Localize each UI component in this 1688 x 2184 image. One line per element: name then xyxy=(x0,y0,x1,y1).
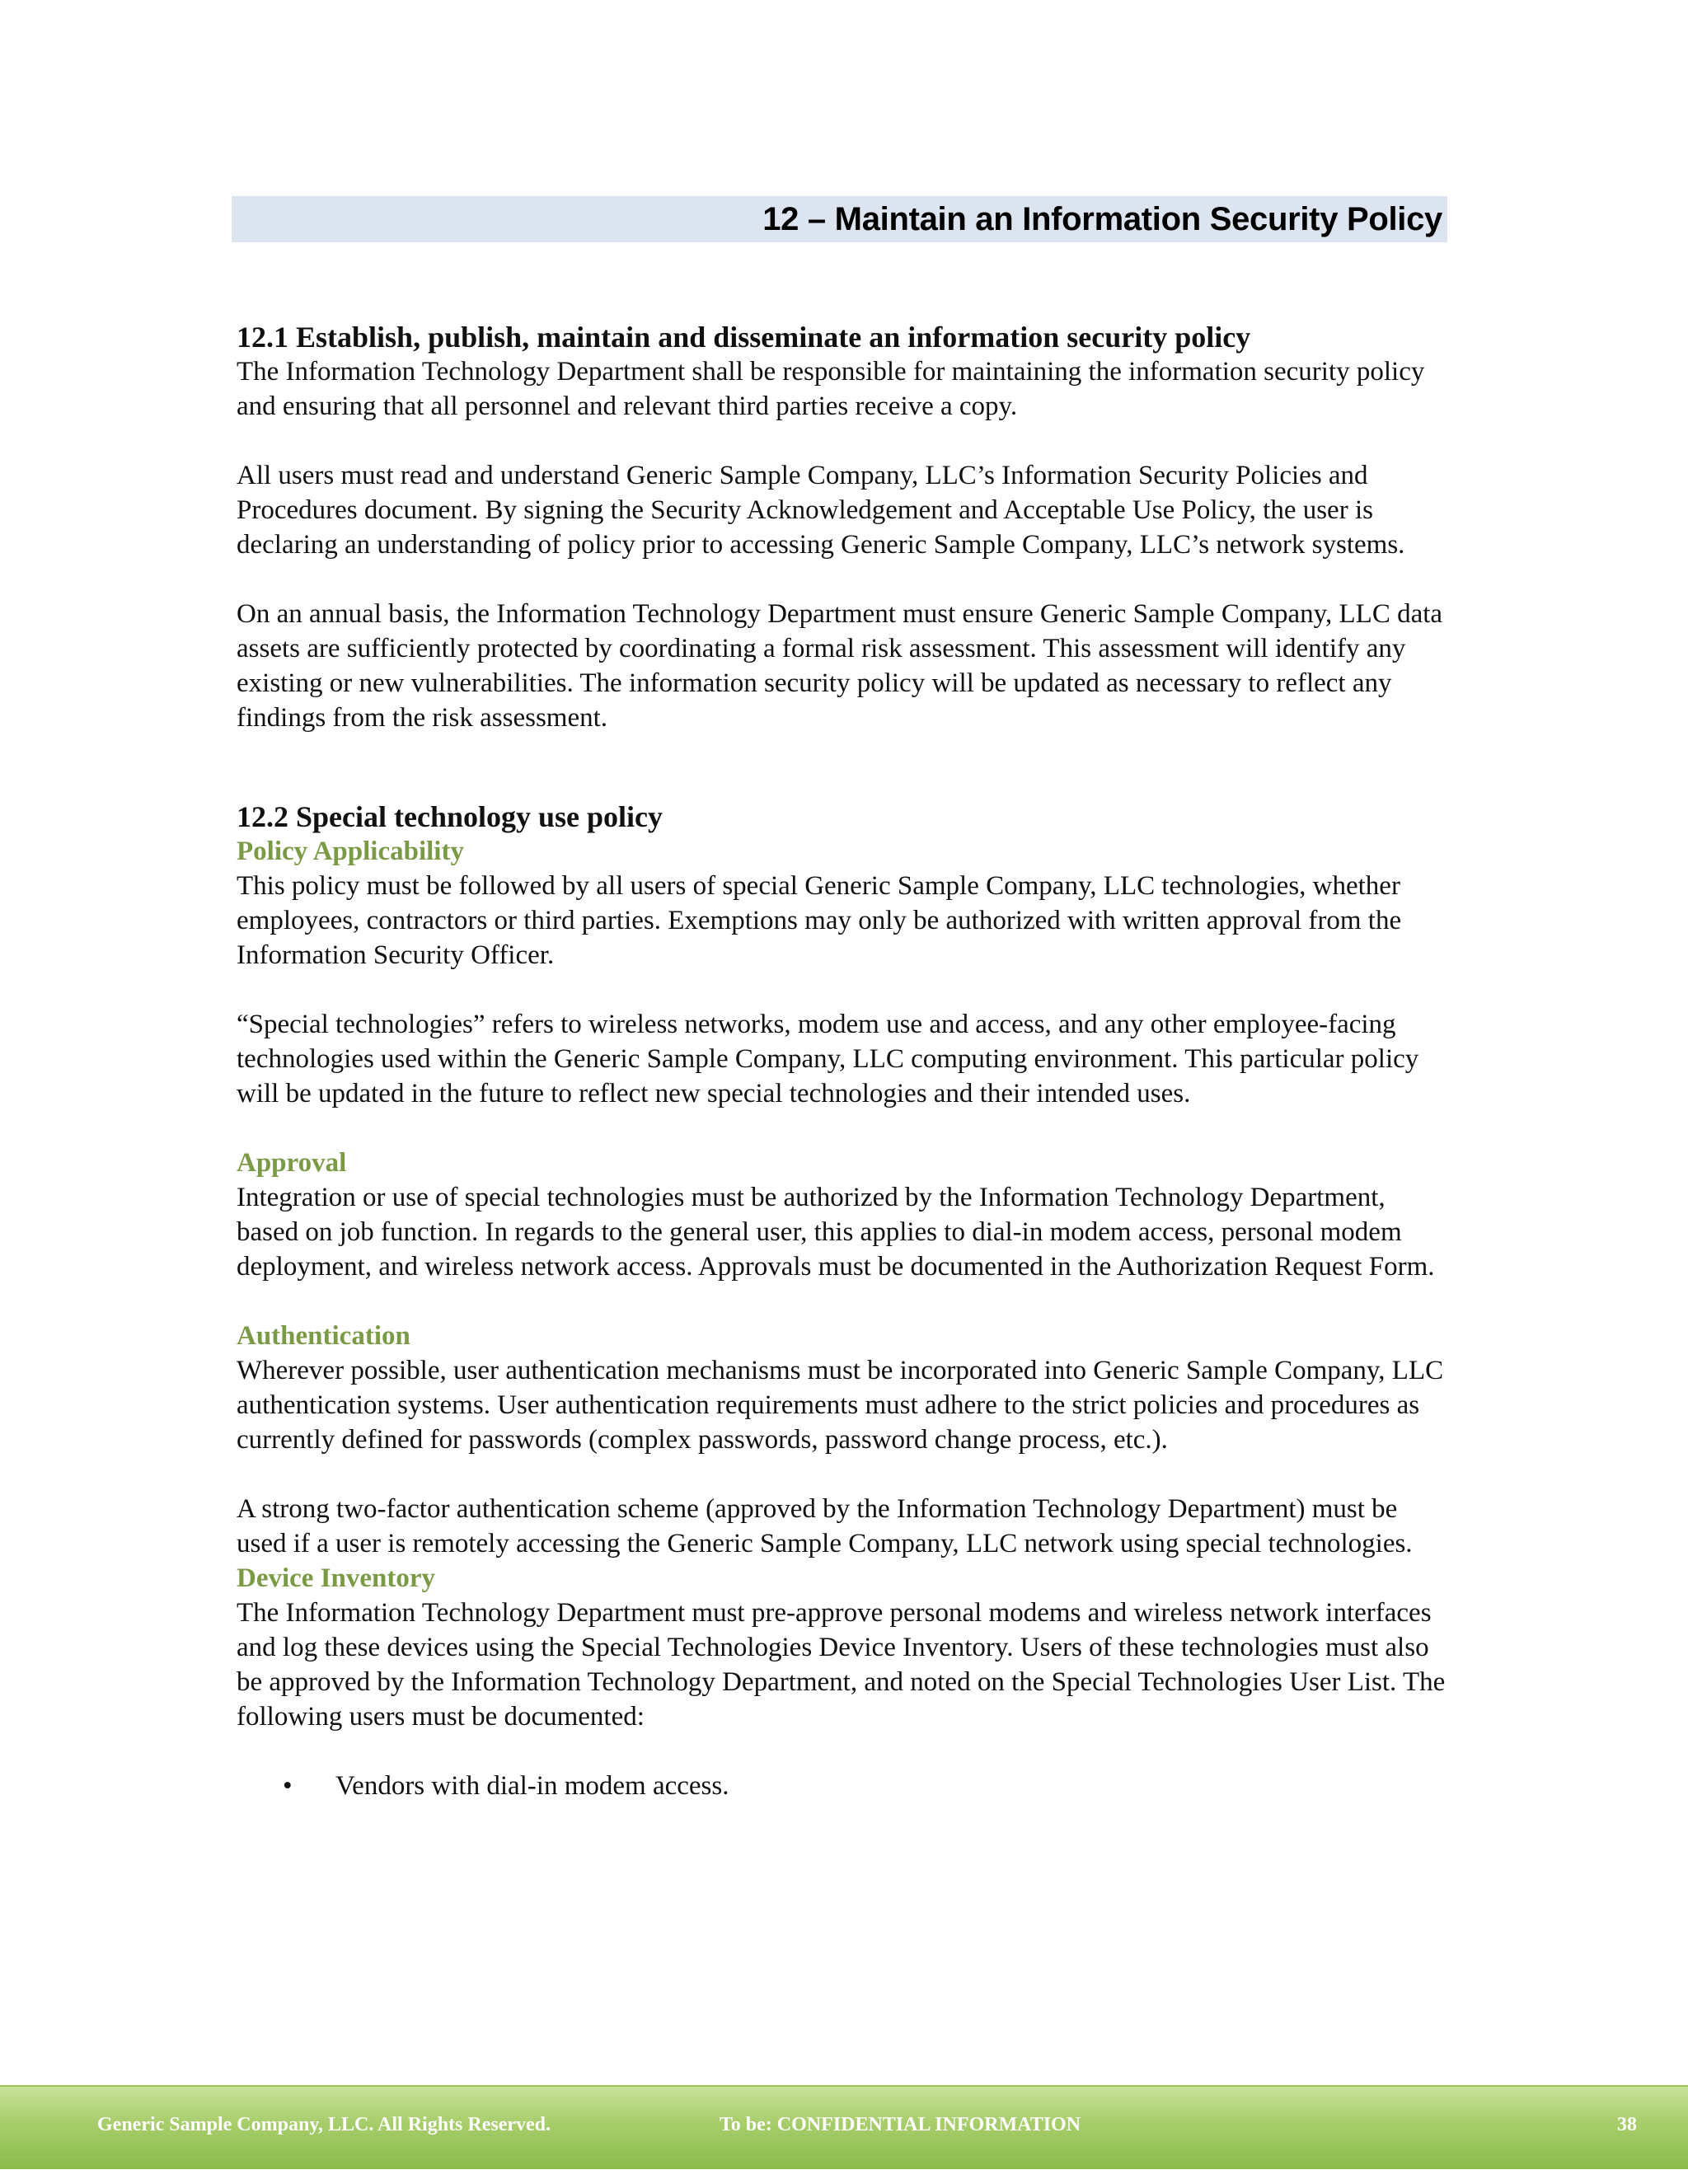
documented-users-list xyxy=(237,1769,1448,1803)
page-content xyxy=(237,320,1448,1803)
footer-confidentiality: To be: CONFIDENTIAL INFORMATION xyxy=(720,2114,1081,2135)
bullet-icon: • xyxy=(283,1771,293,1801)
list-item-text: Vendors with dial-in modem access. xyxy=(335,1771,729,1801)
device-inventory-heading: Device Inventory xyxy=(237,1563,436,1593)
policy-applicability-paragraph-1: This policy must be followed by all users of special Generic Sample Company, LLC technologies, whether employees, contractors or third parties. Exemptions may only be authorized with written approval from the Information Security Officer. xyxy=(237,871,1402,970)
footer-bar xyxy=(0,2085,1688,2169)
chapter-title: 12 – Maintain an Information Security Policy xyxy=(762,201,1442,237)
policy-applicability-heading: Policy Applicability xyxy=(237,837,464,866)
approval-paragraph: Integration or use of special technologies must be authorized by the Information Technology Department, based on job function. In regards to the general user, this applies to dial-in modem access, personal modem deployment, and wireless network access. Approvals must be documented in the Authorization Request Form. xyxy=(237,1183,1435,1282)
authentication-paragraph-2: A strong two-factor authentication scheme (approved by the Information Technology Department) must be used if a user is remotely accessing the Generic Sample Company, LLC network using special technologies. xyxy=(237,1494,1413,1558)
section-12-1-paragraph-2: All users must read and understand Generic Sample Company, LLC’s Information Security Policies and Procedures document. By signing the Security Acknowledgement and Acceptable Use Policy, the user is declaring an understanding of policy prior to accessing Generic Sample Company, LLC’s network systems. xyxy=(237,461,1405,560)
authentication-paragraph-1: Wherever possible, user authentication mechanisms must be incorporated into Generic Sample Company, LLC authentication systems. User authentication requirements must adhere to the strict policies and procedures as currently defined for passwords (complex passwords, password change process, etc.). xyxy=(237,1356,1444,1455)
device-inventory-paragraph: The Information Technology Department must pre-approve personal modems and wireless network interfaces and log these devices using the Special Technologies Device Inventory. Users of these technologies must also be approved by the Information Technology Department, and noted on the Special Technologies User List. The following users must be documented: xyxy=(237,1598,1446,1732)
list-item xyxy=(237,1769,1448,1803)
section-12-1-paragraph-3: On an annual basis, the Information Technology Department must ensure Generic Sample Company, LLC data assets are sufficiently protected by coordinating a formal risk assessment. This assessment will identify any existing or new vulnerabilities. The information security policy will be updated as necessary to reflect any findings from the risk assessment. xyxy=(237,599,1443,733)
policy-applicability-paragraph-2: “Special technologies” refers to wireless networks, modem use and access, and any other employee-facing technologies used within the Generic Sample Company, LLC computing environment. This particular policy will be updated in the future to reflect new special technologies and their intended uses. xyxy=(237,1010,1419,1108)
section-12-1-heading: 12.1 Establish, publish, maintain and disseminate an information security policy xyxy=(237,321,1251,354)
section-12-2-heading: 12.2 Special technology use policy xyxy=(237,800,663,833)
approval-heading: Approval xyxy=(237,1148,347,1178)
chapter-header-band xyxy=(232,196,1447,242)
footer-page-number: 38 xyxy=(1617,2114,1637,2135)
authentication-heading: Authentication xyxy=(237,1321,410,1351)
footer-copyright: Generic Sample Company, LLC. All Rights Reserved. xyxy=(97,2114,551,2135)
section-12-1-paragraph-1: The Information Technology Department shall be responsible for maintaining the information security policy and ensuring that all personnel and relevant third parties receive a copy. xyxy=(237,357,1425,421)
